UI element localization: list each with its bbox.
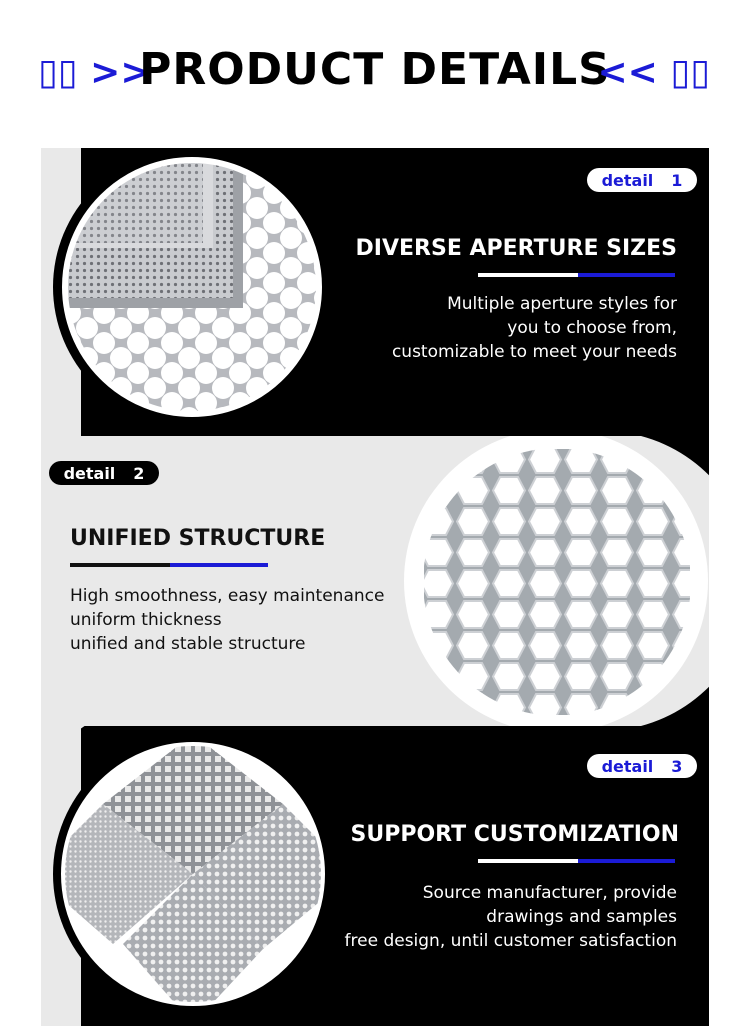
heading-underline-white: [478, 273, 578, 277]
body-line: drawings and samples: [486, 907, 677, 927]
body-line: Multiple aperture styles for: [447, 294, 677, 314]
page-header: [0, 40, 750, 110]
detail-heading-1: DIVERSE APERTURE SIZES: [355, 236, 677, 261]
heading-underline-blue: [578, 859, 675, 863]
detail-heading-3: SUPPORT CUSTOMIZATION: [350, 822, 679, 847]
badge-number: 2: [133, 463, 145, 483]
left-decoration-icon: ▯▯ >>: [38, 52, 151, 93]
heading-underline-white: [478, 859, 578, 863]
badge-label: detail: [601, 170, 654, 190]
badge-number: 3: [671, 756, 683, 776]
detail-badge-1: [587, 168, 697, 192]
right-decoration-icon: << ▯▯: [597, 52, 710, 93]
page-title: PRODUCT DETAILS: [139, 44, 611, 95]
body-line: High smoothness, easy maintenance: [70, 586, 385, 606]
heading-underline-dark: [70, 563, 170, 567]
heading-underline-blue: [170, 563, 268, 567]
body-line: Source manufacturer, provide: [422, 883, 677, 903]
circle-frame: [419, 444, 695, 720]
detail-panel-1: [41, 148, 709, 436]
body-line: you to choose from,: [507, 318, 677, 338]
body-line: unified and stable structure: [70, 634, 306, 654]
badge-number: 1: [671, 170, 683, 190]
detail-panel-2: [41, 436, 709, 726]
badge-label: detail: [63, 463, 116, 483]
assorted-panels-image: [53, 734, 333, 1014]
hexagonal-mesh-image: [419, 444, 695, 720]
circle-frame: [53, 734, 333, 1014]
detail-body-1: [317, 292, 677, 364]
detail-heading-2: UNIFIED STRUCTURE: [70, 526, 326, 551]
body-line: uniform thickness: [70, 610, 222, 630]
detail-panel-3: [41, 726, 709, 1026]
circle-frame: [53, 148, 331, 426]
detail-badge-3: [587, 754, 697, 778]
heading-underline-blue: [578, 273, 675, 277]
badge-label: detail: [601, 756, 654, 776]
detail-badge-2: [49, 461, 159, 485]
perforated-sheets-image: [53, 148, 331, 426]
detail-body-3: [297, 881, 677, 953]
body-line: customizable to meet your needs: [391, 342, 677, 362]
body-line: free design, until customer satisfaction: [344, 931, 677, 951]
detail-body-2: [70, 584, 410, 656]
